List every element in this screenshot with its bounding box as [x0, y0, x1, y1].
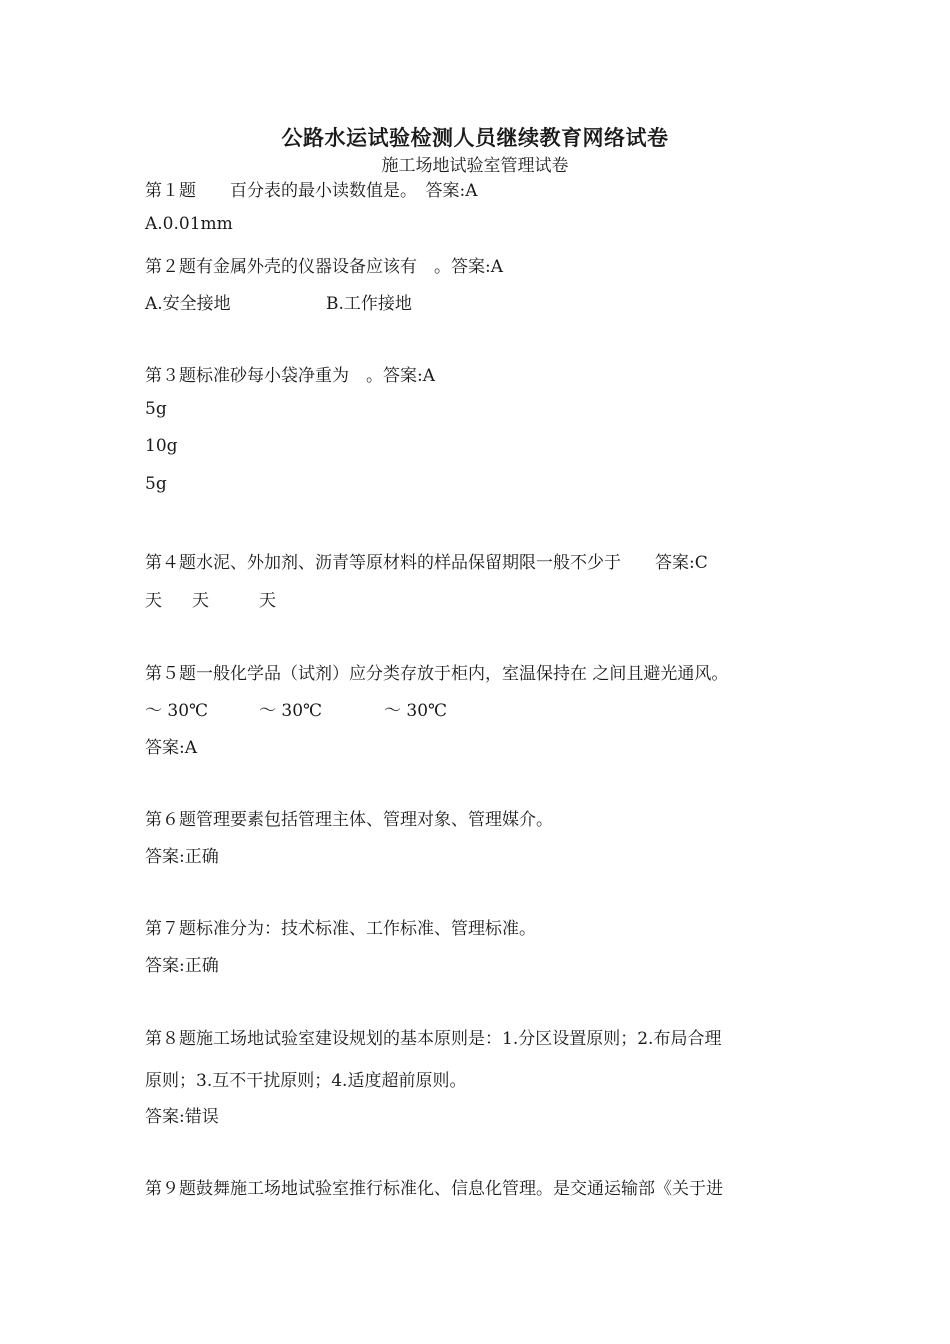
document-subtitle: 施工场地试验室管理试卷: [381, 156, 569, 176]
question-1-option-a: A.0.01mm: [145, 214, 233, 234]
question-5-text: 第５题一般化学品（试剂）应分类存放于柜内，室温保持在 之间且避光通风。: [145, 664, 729, 684]
question-4-option-1: 天: [145, 591, 162, 611]
question-9-text: 第９题鼓舞施工场地试验室推行标准化、信息化管理。是交通运输部《关于进: [145, 1179, 723, 1199]
question-5-option-1: ～ 30℃: [145, 701, 209, 721]
document-title: 公路水运试验检测人员继续教育网络试卷: [281, 125, 669, 150]
question-5-answer: 答案:A: [145, 738, 198, 758]
question-8-answer: 答案:错误: [145, 1107, 219, 1127]
question-8-text: 第８题施工场地试验室建设规划的基本原则是：1.分区设置原则；2.布局合理: [145, 1029, 722, 1049]
question-7-text: 第７题标准分为：技术标准、工作标准、管理标准。: [145, 919, 536, 939]
question-8-text-continued: 原则；3.互不干扰原则；4.适度超前原则。: [145, 1071, 467, 1091]
question-6-answer: 答案:正确: [145, 847, 219, 867]
question-4-option-3: 天: [259, 591, 276, 611]
question-3-option-2: 10g: [145, 436, 178, 456]
question-4-text: 第４题水泥、外加剂、沥青等原材料的样品保留期限一般不少于 答案:C: [145, 553, 708, 573]
question-6-text: 第６题管理要素包括管理主体、管理对象、管理媒介。: [145, 810, 553, 830]
question-3-option-1: 5g: [145, 399, 167, 419]
question-5-option-3: ～ 30℃: [384, 701, 448, 721]
question-7-answer: 答案:正确: [145, 956, 219, 976]
question-1-text: 第１题 百分表的最小读数值是。 答案:A: [145, 181, 478, 201]
question-2-option-a: A.安全接地: [145, 294, 231, 314]
question-3-option-3: 5g: [145, 474, 167, 494]
question-2-text: 第２题有金属外壳的仪器设备应该有 。答案:A: [145, 257, 504, 277]
question-3-text: 第３题标准砂每小袋净重为 。答案:A: [145, 366, 436, 386]
question-5-option-2: ～ 30℃: [259, 701, 323, 721]
question-2-option-b: B.工作接地: [326, 294, 412, 314]
question-4-option-2: 天: [192, 591, 209, 611]
